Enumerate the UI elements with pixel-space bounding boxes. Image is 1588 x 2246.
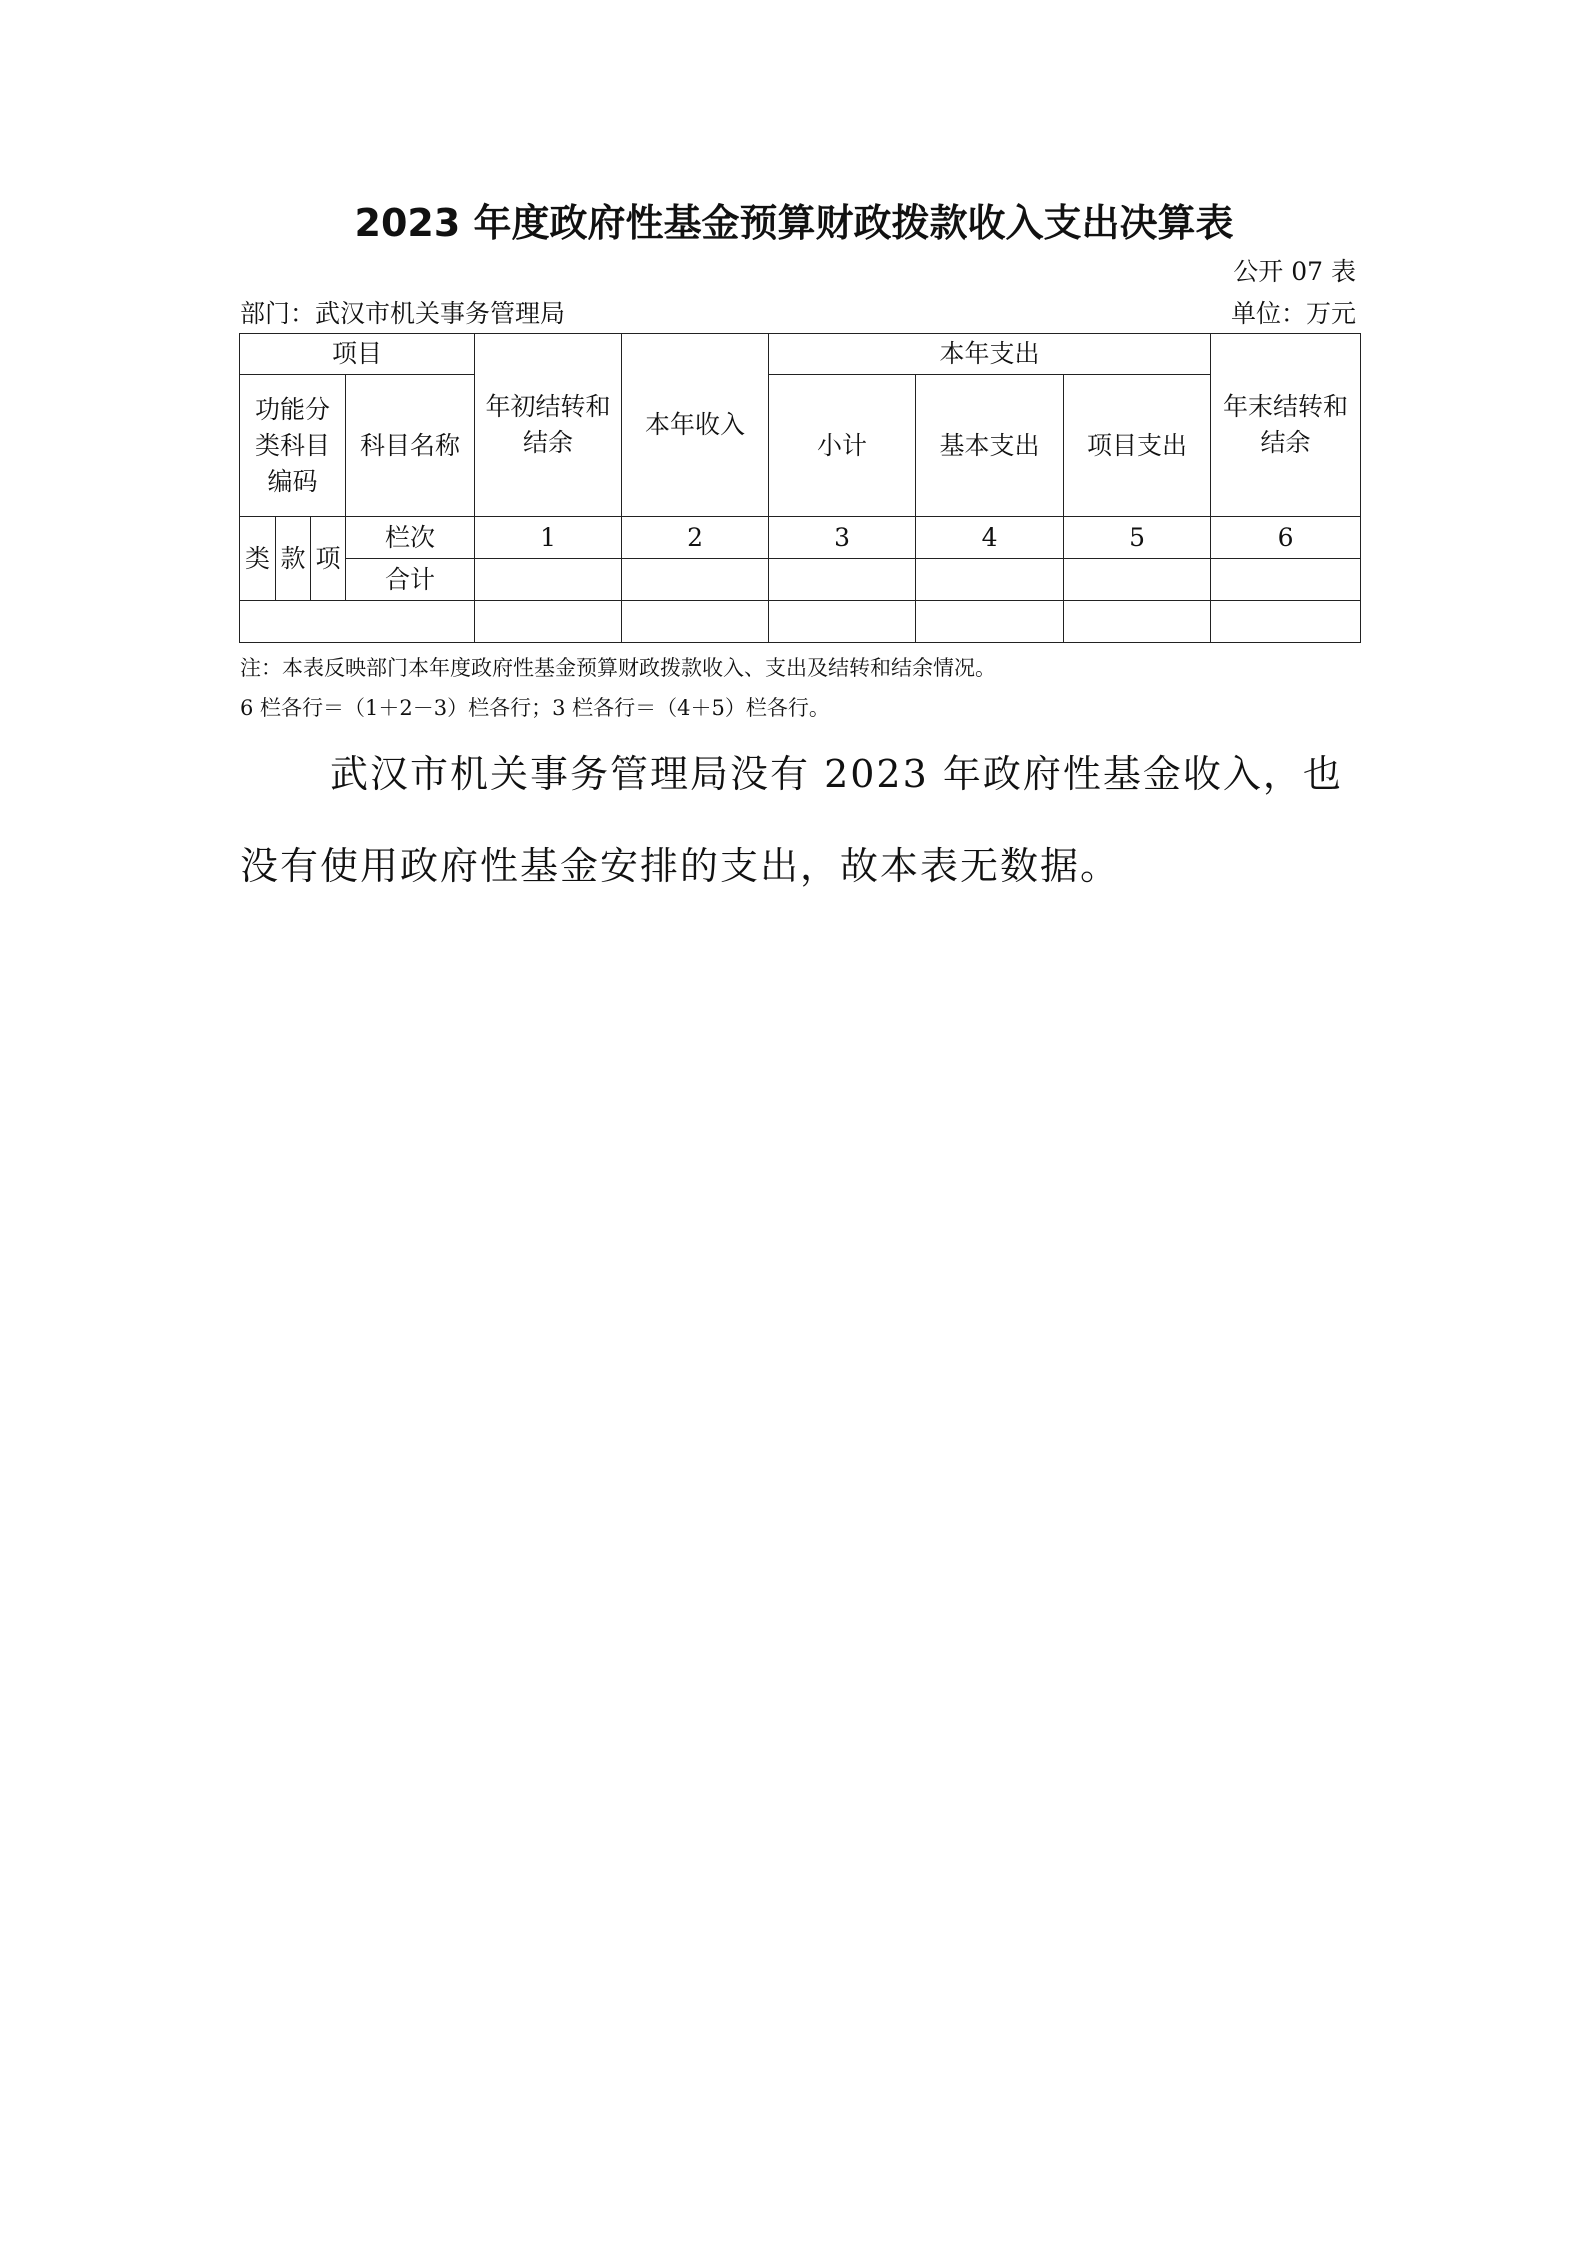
column-number-label: 栏次 xyxy=(346,517,475,559)
page-title: 2023 年度政府性基金预算财政拨款收入支出决算表 xyxy=(354,201,1234,245)
table-cell xyxy=(769,601,916,643)
table-note: 注：本表反映部门本年度政府性基金预算财政拨款收入、支出及结转和结余情况。 xyxy=(240,656,996,680)
header-func-code: 功能分类科目编码 xyxy=(240,375,346,517)
header-subject-name: 科目名称 xyxy=(346,375,475,517)
column-number: 6 xyxy=(1211,517,1361,559)
table-cell xyxy=(1064,601,1211,643)
header-project-expense: 项目支出 xyxy=(1064,375,1211,517)
explanation-paragraph: 武汉市机关事务管理局没有 2023 年政府性基金收入，也没有使用政府性基金安排的支出，故本表无数据。 xyxy=(240,752,1343,888)
header-subtotal: 小计 xyxy=(769,375,916,517)
table-cell xyxy=(1064,559,1211,601)
header-income: 本年收入 xyxy=(622,334,769,517)
header-xiang: 项 xyxy=(311,517,346,601)
table-cell xyxy=(240,601,475,643)
header-lei: 类 xyxy=(240,517,276,601)
table-cell xyxy=(1211,559,1361,601)
table-cell xyxy=(1211,601,1361,643)
department-label: 部门：武汉市机关事务管理局 xyxy=(240,299,566,328)
unit-label: 单位：万元 xyxy=(1230,299,1356,328)
header-end-balance: 年末结转和结余 xyxy=(1211,334,1361,517)
table-cell xyxy=(769,559,916,601)
total-label: 合计 xyxy=(346,559,475,601)
table-formula-note: 6 栏各行＝（1＋2－3）栏各行；3 栏各行＝（4＋5）栏各行。 xyxy=(240,696,830,720)
column-number: 2 xyxy=(622,517,769,559)
table-number: 公开 07 表 xyxy=(1233,257,1356,286)
table-cell xyxy=(622,559,769,601)
table-cell xyxy=(475,559,622,601)
fund-table xyxy=(239,333,1361,643)
column-number: 1 xyxy=(475,517,622,559)
table-cell xyxy=(475,601,622,643)
column-number: 5 xyxy=(1064,517,1211,559)
header-project: 项目 xyxy=(240,334,475,375)
header-expense: 本年支出 xyxy=(769,334,1211,375)
header-kuan: 款 xyxy=(276,517,311,601)
header-basic-expense: 基本支出 xyxy=(916,375,1064,517)
column-number: 4 xyxy=(916,517,1064,559)
column-number: 3 xyxy=(769,517,916,559)
table-cell xyxy=(916,559,1064,601)
table-cell xyxy=(916,601,1064,643)
table-cell xyxy=(622,601,769,643)
header-begin-balance: 年初结转和结余 xyxy=(475,334,622,517)
